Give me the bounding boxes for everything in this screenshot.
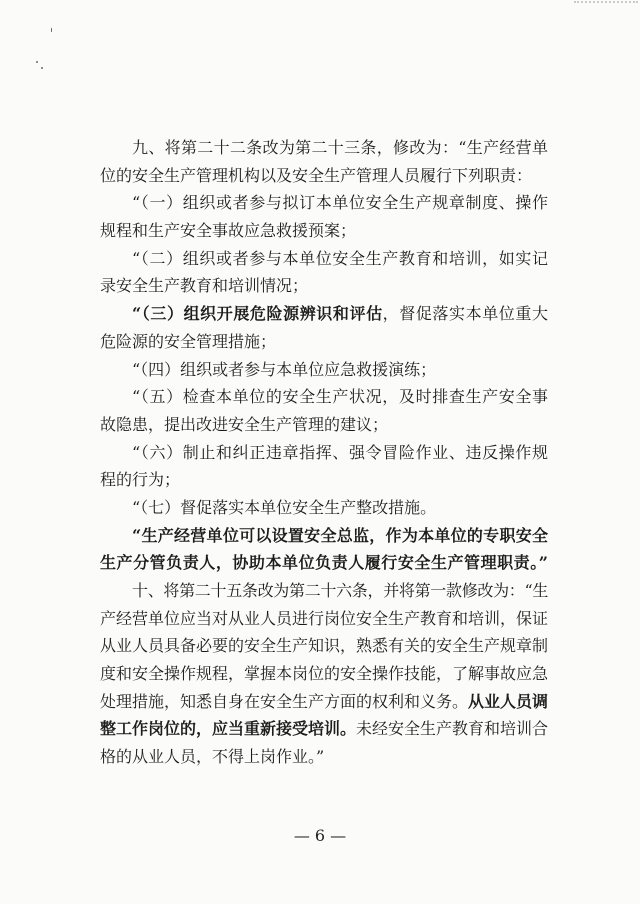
- text-line: 产经营单位应当对从业人员进行岗位安全生产教育和培训，保证: [100, 608, 549, 628]
- text-line: 生产分管负责人，协助本单位负责人履行安全生产管理职责。”: [100, 553, 548, 573]
- text-line: “（七）督促落实本单位安全生产整改措施。: [132, 497, 437, 517]
- text-line: 格的从业人员，不得上岗作业。”: [100, 747, 325, 767]
- scan-speck: [41, 67, 43, 69]
- text-line: “（一）组织或者参与拟订本单位安全生产规章制度、操作: [132, 193, 548, 213]
- text-line: [100, 715, 548, 743]
- text-line: “（五）检查本单位的安全生产状况，及时排查生产安全事: [132, 387, 548, 407]
- scan-edge-noise: [574, 1, 638, 3]
- text-line: 度和安全操作规程，掌握本岗位的安全操作技能，了解事故应急: [100, 664, 549, 684]
- bold-text: 整工作岗位的，应当重新接受培训。: [100, 719, 357, 739]
- text-line: 位的安全生产管理机构以及安全生产管理人员履行下列职责：: [100, 165, 533, 185]
- paragraph-duty-1: [100, 189, 548, 244]
- text-line: “（四）组织或者参与本单位应急救援演练；: [132, 359, 437, 379]
- scan-speck: [51, 28, 52, 32]
- document-body: [100, 134, 548, 771]
- text-line: [100, 300, 548, 328]
- text-segment: ，督促落实本单位重大: [382, 304, 548, 324]
- paragraph-duty-6: [100, 439, 548, 494]
- bold-text: 从业人员调: [468, 691, 549, 711]
- text-line: 九、将第二十二条改为第二十三条，修改为：“生产经营单: [132, 138, 548, 157]
- paragraph-duty-4: [100, 356, 548, 384]
- text-segment: 未经安全生产教育和培训合: [356, 719, 549, 739]
- text-line: “生产经营单位可以设置安全总监，作为本单位的专职安全: [132, 525, 548, 545]
- page-number: — 6 —: [293, 826, 347, 845]
- bold-text: “（三）组织开展危险源辨识和评估: [132, 304, 383, 324]
- text-line: 录安全生产教育和培训情况；: [100, 276, 309, 296]
- text-segment: 处理措施，知悉自身在安全生产方面的权利和义务。: [100, 691, 469, 711]
- scan-speck: [36, 61, 38, 63]
- text-line: 危险源的安全管理措施；: [100, 331, 277, 351]
- text-line: 规程和生产安全事故应急救援预案；: [100, 221, 357, 241]
- text-line: 故隐患，提出改进安全生产管理的建议；: [100, 414, 389, 434]
- text-line: “（二）组织或者参与本单位安全生产教育和培训，如实记: [132, 248, 548, 268]
- text-line: 从业人员具备必要的安全生产知识，熟悉有关的安全生产规章制: [100, 636, 549, 656]
- text-line: 程的行为；: [100, 470, 181, 490]
- text-line: [100, 688, 548, 716]
- paragraph-safety-director: [100, 522, 548, 577]
- text-line: “（六）制止和纠正违章指挥、强令冒险作业、违反操作规: [132, 442, 548, 462]
- paragraph-item-10: [100, 577, 548, 771]
- paragraph-duty-7: [100, 494, 548, 522]
- paragraph-item-9: [100, 134, 548, 189]
- text-line: 十、将第二十五条改为第二十六条，并将第一款修改为：“生: [132, 581, 549, 600]
- paragraph-duty-5: [100, 383, 548, 438]
- paragraph-duty-3: [100, 300, 548, 355]
- paragraph-duty-2: [100, 245, 548, 300]
